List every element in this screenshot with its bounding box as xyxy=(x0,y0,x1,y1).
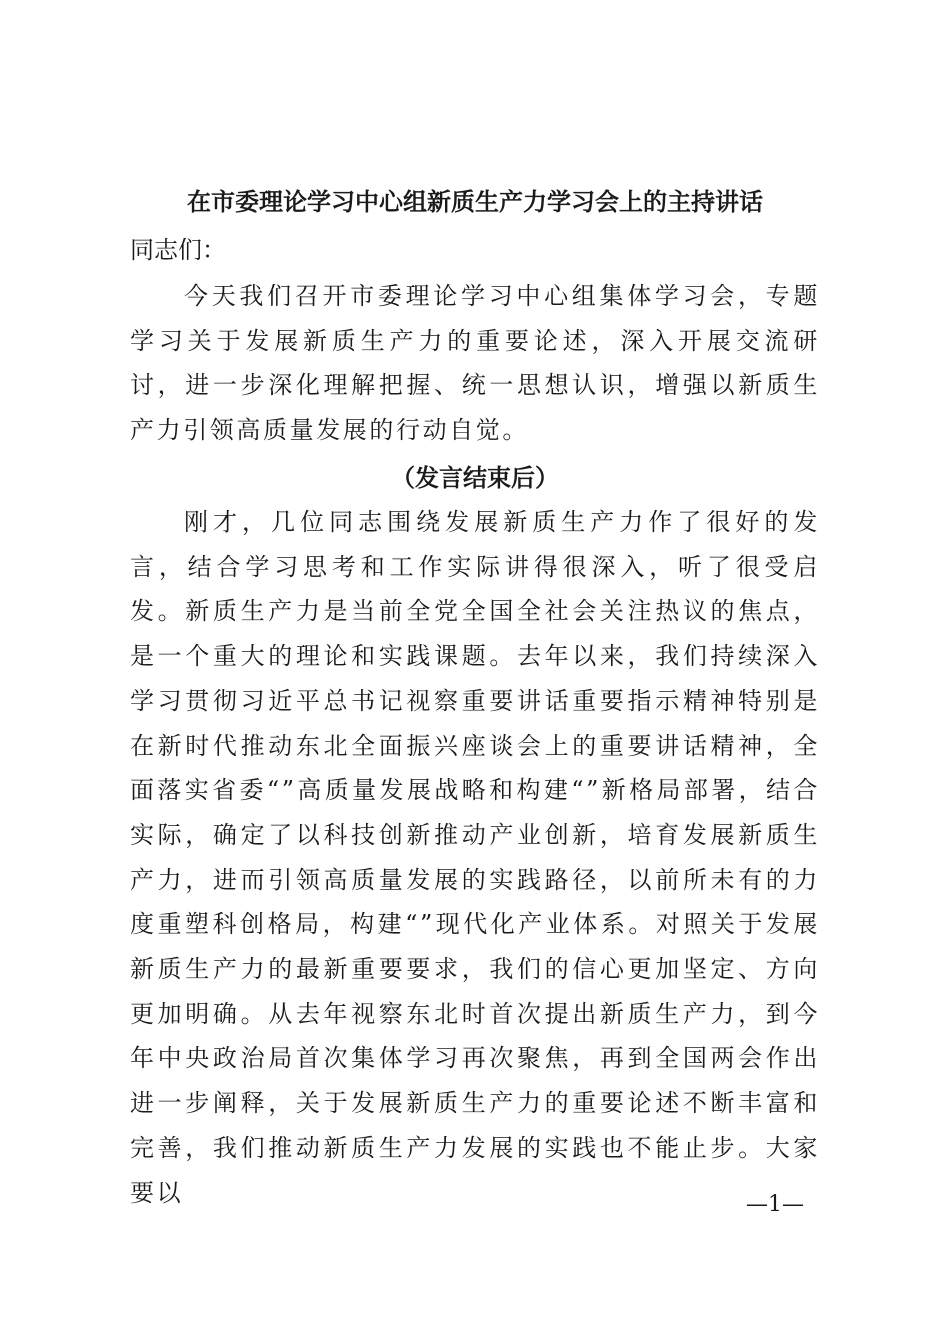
greeting: 同志们： xyxy=(130,236,226,264)
paragraph-intro: 今天我们召开市委理论学习中心组集体学习会，专题学习关于发展新质生产力的重要论述，深入开展交流研讨，进一步深化理解把握、统一思想认识，增强以新质生产力引领高质量发展的行动自觉。 xyxy=(130,282,820,445)
document-title: 在市委理论学习中心组新质生产力学习会上的主持讲话 xyxy=(187,187,763,216)
section-subheading: （发言结束后） xyxy=(391,463,559,492)
paragraph-main: 刚才，几位同志围绕发展新质生产力作了很好的发言，结合学习思考和工作实际讲得很深入，听了很受启发。新质生产力是当前全党全国全社会关注热议的焦点，是一个重大的理论和实践课题。去年以来，我们持续深入学习贯彻习近平总书记视察重要讲话重要指示精神特别是在新时代推动东北全面振兴座谈会上的重要讲话精神，全面落实省委“”高质量发展战略和构建“”新格局部署，结合实际，确定了以科技创新推动产业创新，培育发展新质生产力，进而引领高质量发展的实践路径，以前所未有的力度重塑科创格局，构建“”现代化产业体系。对照关于发展新质生产力的最新重要要求，我们的信心更加坚定、方向更加明确。从去年视察东北时首次提出新质生产力，到今年中央政治局首次集体学习再次聚焦，再到全国两会作出进一步阐释，关于发展新质生产力的重要论述不断丰富和完善，我们推动新质生产力发展的实践也不能止步。大家要以 xyxy=(130,508,820,1207)
page-number: —1— xyxy=(746,1192,804,1217)
